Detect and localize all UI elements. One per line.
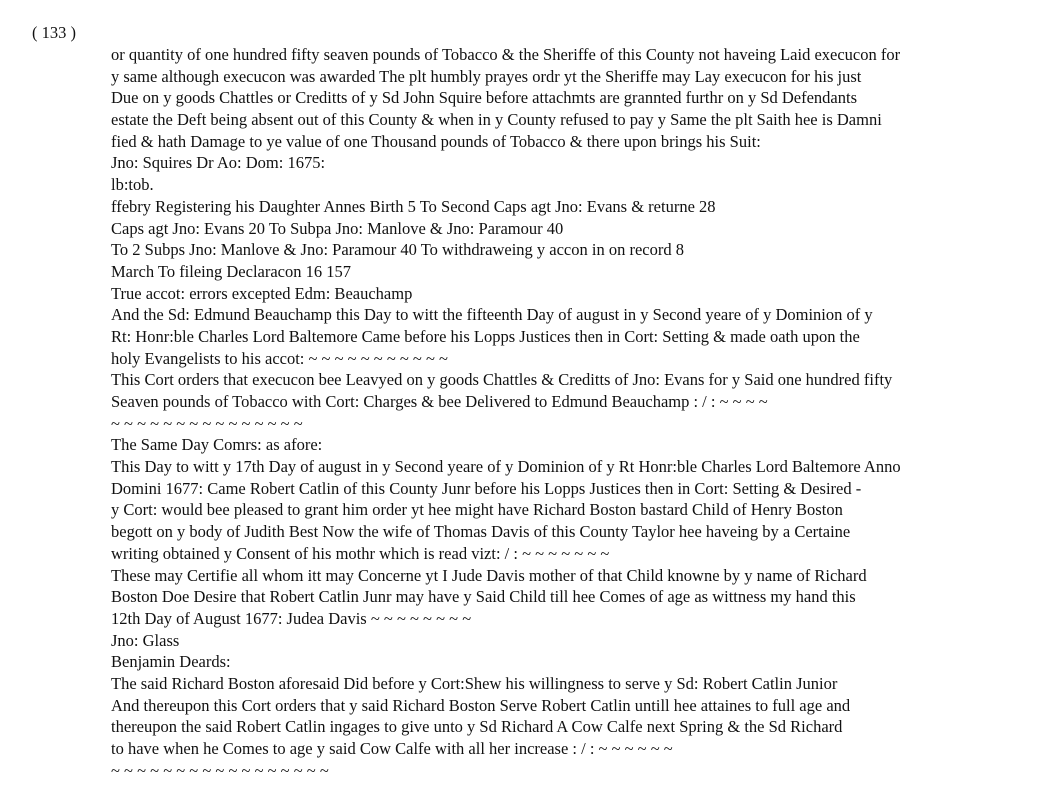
text-line: March To fileing Declaracon 16 157 [111, 261, 351, 281]
text-line: ffebry Registering his Daughter Annes Birth 5 To Second Caps agt Jno: Evans & returne 28 [111, 196, 716, 216]
text-line: 12th Day of August 1677: Judea Davis ~ ~ ~ ~ ~ ~ ~ ~ [111, 608, 472, 628]
text-line: writing obtained y Consent of his mothr which is read vizt: / : ~ ~ ~ ~ ~ ~ ~ [111, 543, 610, 563]
text-line: Domini 1677: Came Robert Catlin of this County Junr before his Lopps Justices then in Cort: Setting & Desired - [111, 478, 862, 498]
text-line: fied & hath Damage to ye value of one Thousand pounds of Tobacco & there upon brings his Suit: [111, 131, 761, 151]
page-number: ( 133 ) [32, 23, 76, 42]
text-line: begott on y body of Judith Best Now the wife of Thomas Davis of this County Taylor hee haveing by a Certaine [111, 522, 851, 542]
text-line: Benjamin Deards: [111, 652, 231, 672]
text-line: Seaven pounds of Tobacco with Cort: Charges & bee Delivered to Edmund Beauchamp : / : ~ ~ ~ ~ [111, 392, 768, 411]
transcription-text [111, 44, 1041, 781]
text-line: True accot: errors excepted Edm: Beauchamp [111, 283, 413, 303]
text-line: estate the Deft being absent out of this County & when in y County refused to pay y Same the plt Saith hee is Damni [111, 110, 882, 130]
text-line: These may Certifie all whom itt may Concerne yt I Jude Davis mother of that Child knowne by y name of Richard [111, 565, 867, 585]
text-line: Rt: Honr:ble Charles Lord Baltemore Came before his Lopps Justices then in Cort: Setting & made oath upon the [111, 326, 860, 346]
text-line: or quantity of one hundred fifty seaven pounds of Tobacco & the Sheriffe of this County not haveing Laid execucon for [111, 45, 901, 64]
text-line: Jno: Squires Dr Ao: Dom: 1675: [111, 153, 326, 173]
text-line: Caps agt Jno: Evans 20 To Subpa Jno: Manlove & Jno: Paramour 40 [111, 218, 564, 238]
text-line: thereupon the said Robert Catlin ingages to give unto y Sd Richard A Cow Calfe next Spring & the Sd Richard [111, 717, 843, 737]
text-line: y Cort: would bee pleased to grant him order yt hee might have Richard Boston bastard Child of Henry Boston [111, 500, 843, 520]
text-line: To 2 Subps Jno: Manlove & Jno: Paramour 40 To withdraweing y accon in on record 8 [111, 240, 684, 260]
text-line: And the Sd: Edmund Beauchamp this Day to witt the fifteenth Day of august in y Second yeare of y Dominion of y [111, 305, 873, 325]
text-line: to have when he Comes to age y said Cow Calfe with all her increase : / : ~ ~ ~ ~ ~ ~ [111, 739, 673, 758]
text-line: y same although execucon was awarded The plt humbly prayes ordr yt the Sheriffe may Lay execucon for his just [111, 66, 862, 86]
text-line: The said Richard Boston aforesaid Did before y Cort:Shew his willingness to serve y Sd: Robert Catlin Junior [111, 673, 838, 693]
text-line: The Same Day Comrs: as afore: [111, 435, 323, 455]
text-line: ~ ~ ~ ~ ~ ~ ~ ~ ~ ~ ~ ~ ~ ~ ~ ~ ~ [111, 760, 329, 780]
text-line: ~ ~ ~ ~ ~ ~ ~ ~ ~ ~ ~ ~ ~ ~ ~ [111, 413, 303, 433]
text-line: This Day to witt y 17th Day of august in y Second yeare of y Dominion of y Rt Honr:ble Charles Lord Baltemore Anno [111, 457, 901, 477]
text-line: This Cort orders that execucon bee Leavyed on y goods Chattles & Creditts of Jno: Evans for y Said one hundred fifty [111, 370, 893, 390]
text-line: lb:tob. [111, 175, 154, 195]
text-line: holy Evangelists to his accot: ~ ~ ~ ~ ~ ~ ~ ~ ~ ~ ~ [111, 348, 448, 368]
text-line: And thereupon this Cort orders that y said Richard Boston Serve Robert Catlin untill hee attaines to full age and [111, 695, 851, 715]
text-line: Due on y goods Chattles or Creditts of y Sd John Squire before attachmts are grannted furthr on y Sd Defendants [111, 88, 858, 108]
text-line: Boston Doe Desire that Robert Catlin Junr may have y Said Child till hee Comes of age as wittness my hand this [111, 587, 856, 607]
text-line: Jno: Glass [111, 630, 180, 650]
